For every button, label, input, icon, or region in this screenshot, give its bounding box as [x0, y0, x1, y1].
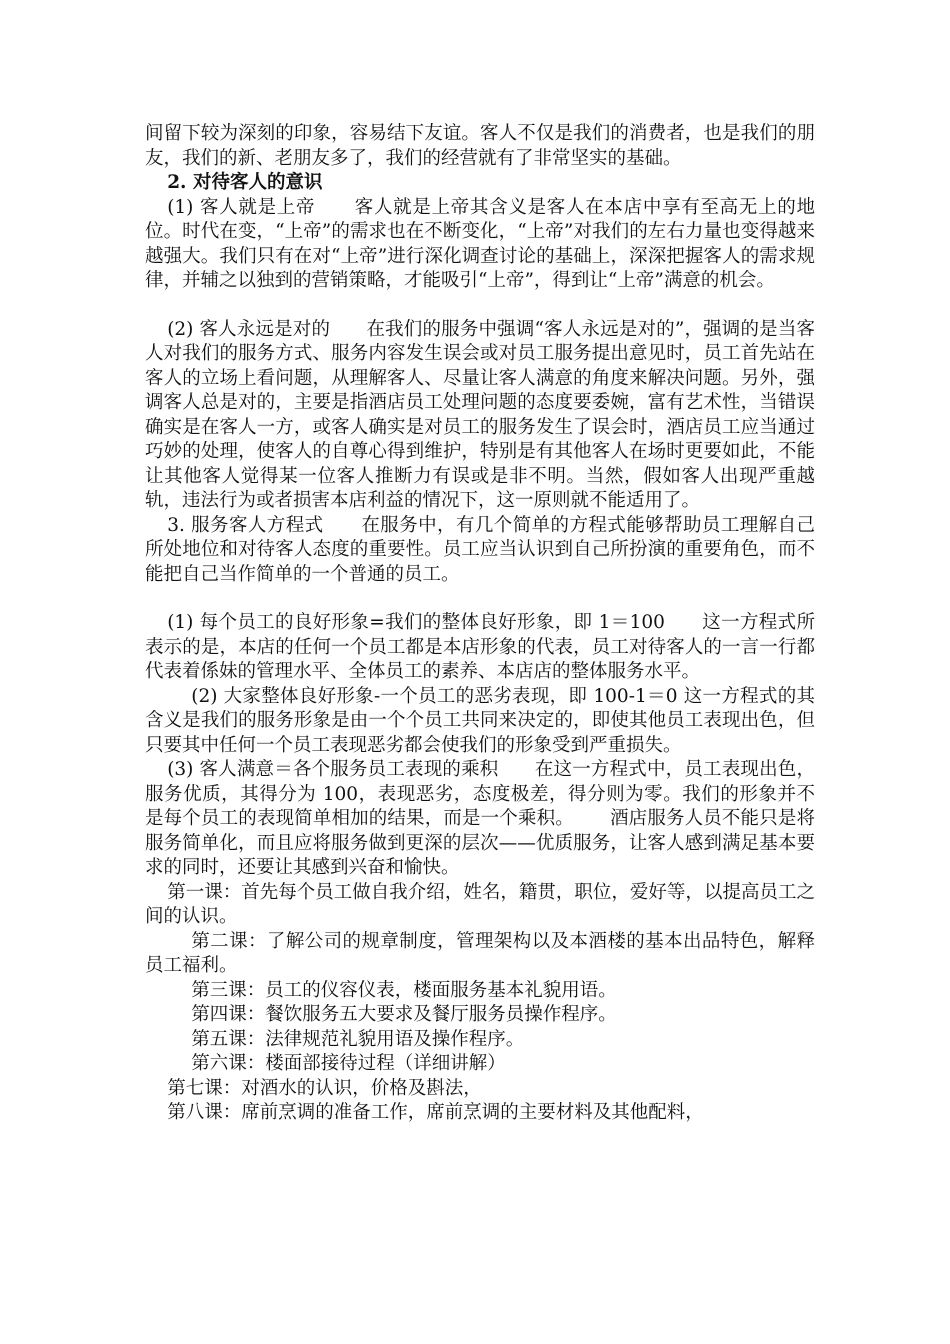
paragraph-3: 3. 服务客人方程式 在服务中，有几个简单的方程式能够帮助员工理解自己所处地位和对待客人态度的重要性。员工应当认识到自己所扮演的重要角色，而不能把自己当作简单的一个普通的员工。 [145, 514, 815, 585]
lesson-item: 第五课：法律规范礼貌用语及操作程序。 [191, 1028, 525, 1050]
lesson-item: 第四课：餐饮服务五大要求及餐厅服务员操作程序。 [191, 1004, 617, 1025]
spacer [145, 294, 815, 318]
lesson-item: 第七课：对酒水的认识，价格及斟法， [167, 1077, 482, 1099]
lesson-item: 第一课：首先每个员工做自我介绍，姓名，籍贯，职位，爱好等，以提高员工之间的认识。 [145, 881, 815, 927]
paragraph-2-1: (1) 客人就是上帝 客人就是上帝其含义是客人在本店中享有至高无上的地位。时代在变，“上帝”的需求也在不断变化，“上帝”对我们的左右力量也变得越来越强大。我们只有在对“上帝”进行深化调查讨论的基础上，深深把握客人的需求规律，并辅之以独到的营销策略，才能吸引“上帝”，得到让“上帝”满意的机会。 [145, 196, 815, 291]
lesson-item: 第三课：员工的仪容仪表，楼面服务基本礼貌用语。 [191, 979, 617, 1001]
paragraph-3-2: (2) 大家整体良好形象-一个员工的恶劣表现，即 100-1＝0 这一方程式的其含义是我们的服务形象是由一个个员工共同来决定的，即使其他员工表现出色，但只要其中任何一个员工表现恶劣都会使我们的形象受到严重损失。 [145, 685, 815, 756]
lesson-item: 第六课：楼面部接待过程（详细讲解） [191, 1053, 506, 1074]
paragraph-continued: 间留下较为深刻的印象，容易结下友谊。客人不仅是我们的消费者，也是我们的朋友，我们的新、老朋友多了，我们的经营就有了非常坚实的基础。 [145, 123, 815, 169]
section-heading-2: 2. 对待客人的意识 [167, 172, 323, 193]
paragraph-2-2: (2) 客人永远是对的 在我们的服务中强调“客人永远是对的”，强调的是当客人对我们的服务方式、服务内容发生误会或对员工服务提出意见时，员工首先站在客人的立场上看问题，从理解客人、尽量让客人满意的角度来解决问题。另外，强调客人总是对的，主要是指酒店员工处理问题的态度要委婉，富有艺术性，当错误确实是在客人一方，或客人确实是对员工的服务发生了误会时，酒店员工应当通过巧妙的处理，使客人的自尊心得到维护，特别是有其他客人在场时更要如此，不能让其他客人觉得某一位客人推断力有误或是非不明。当然，假如客人出现严重越轨，违法行为或者损害本店利益的情况下，这一原则就不能适用了。 [145, 318, 815, 511]
lesson-item: 第八课：席前烹调的准备工作，席前烹调的主要材料及其他配料， [167, 1102, 704, 1123]
lesson-item: 第二课：了解公司的规章制度，管理架构以及本酒楼的基本出品特色，解释员工福利。 [145, 930, 815, 976]
paragraph-3-1: (1) 每个员工的良好形象=我们的整体良好形象，即 1＝100 这一方程式所表示的是，本店的任何一个员工都是本店形象的代表，员工对待客人的一言一行都代表着係妹的管理水平、全体员工的素养、本店店的整体服务水平。 [145, 612, 815, 682]
document-body [145, 122, 815, 1126]
spacer [145, 587, 815, 611]
paragraph-3-3: (3) 客人满意＝各个服务员工表现的乘积 在这一方程式中，员工表现出色，服务优质，其得分为 100，表现恶劣，态度极差，得分则为零。我们的形象并不是每个员工的表现简单相加的结果，而是一个乘积。 酒店服务人员不能只是将服务简单化，而且应将服务做到更深的层次——优质服务，让客人感到满足基本要求的同时，还要让其感到兴奋和愉快。 [145, 759, 815, 878]
